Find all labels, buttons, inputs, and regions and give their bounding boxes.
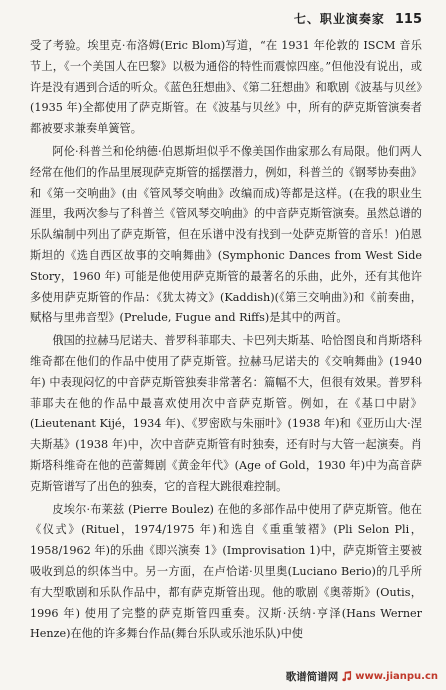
page-header <box>30 10 422 27</box>
paragraph-2: 阿伦·科普兰和伦纳德·伯恩斯坦似乎不像美国作曲家那么有局限。他们两人经常在他们的作品里展现萨克斯管的摇摆潜力，例如，科普兰的《钢琴协奏曲》和《第一交响曲》(由《管风琴交响曲》改编而成)等都是这样。(在我的职业生涯里，我两次参与了科普兰《管风琴交响曲》的中音萨克斯管演奏。虽然总谱的乐队编制中列出了萨克斯管，但在乐谱中没有找到一处萨克斯管的音乐！)伯恩斯坦的《选自西区故事的交响舞曲》(Symphonic Dances from West Side Story，1960 年) 可能是他使用萨克斯管的最著名的乐曲，此外，还有其他许多使用萨克斯管的作品：《犹太祷文》(Kaddish)(《第三交响曲》)和《前奏曲，赋格与里弗音型》(Prelude, Fugue and Riffs)是其中的两首。 <box>30 144 422 325</box>
paragraph-1: 受了考验。埃里克·布洛姆(Eric Blom)写道，“在 1931 年伦敦的 ISCM 音乐节上，《一个美国人在巴黎》以极为通俗的特性而震惊四座。”但他没有说出，或许是没有遇到合适的听众。《蓝色狂想曲》、《第二狂想曲》和歌剧《波基与贝丝》(1935 年)全都使用了萨克斯管。在《波基与贝丝》中，所有的萨克斯管演奏者都被要求兼奏单簧管。 <box>30 39 422 136</box>
watermark-site-name: 歌谱简谱网 <box>285 671 339 683</box>
paragraph-4: 皮埃尔·布莱兹 (Pierre Boulez) 在他的多部作品中使用了萨克斯管。他在《仪式》(Rituel，1974/1975 年)和选自《重重皱褶》(Pli Selon Pli，1958/1962 年)的乐曲《即兴演奏 1》(Improvisation 1)中，萨克斯管主要被吸收到总的织体当中。另一方面，在卢恰诺·贝里奥(Luciano Berio)的几乎所有大型歌剧和乐队作品中，都有萨克斯管出现。他的歌剧《奥蒂斯》(Outis，1996 年) 使用了完整的萨克斯管四重奏。汉斯·沃纳·亨泽(Hans Werner Henze)在他的许多舞台作品(舞台乐队或乐池乐队)中使 <box>30 502 422 641</box>
chapter-title: 七、职业演奏家 <box>293 12 385 26</box>
page-number: 115 <box>394 12 422 27</box>
watermark-url[interactable]: www.jianpu.cn <box>355 671 438 682</box>
site-watermark <box>286 669 438 684</box>
paragraph-3: 俄国的拉赫马尼诺夫、普罗科菲耶夫、卡巴列夫斯基、哈恰图良和肖斯塔科维奇都在他们的作品中使用了萨克斯管。拉赫马尼诺夫的《交响舞曲》(1940 年) 中表现闷忆的中音萨克斯管独奏非常著名：篇幅不大，但很有效果。普罗科菲耶夫在他的作品中最喜欢使用次中音萨克斯管。例如，在《基口中尉》(Lieutenant Kijé，1934 年)、《罗密欧与朱丽叶》(1938 年)和《亚历山大·涅夫斯基》(1938 年)中，次中音萨克斯管有时独奏，还有时与大管一起演奏。肖斯塔科维奇在他的芭蕾舞剧《黄金年代》(Age of Gold，1930 年)中为高音萨克斯管谱写了出色的独奏，它的音程大跳很难控制。 <box>30 334 422 493</box>
music-note-icon <box>341 671 352 682</box>
page-body <box>30 36 422 660</box>
